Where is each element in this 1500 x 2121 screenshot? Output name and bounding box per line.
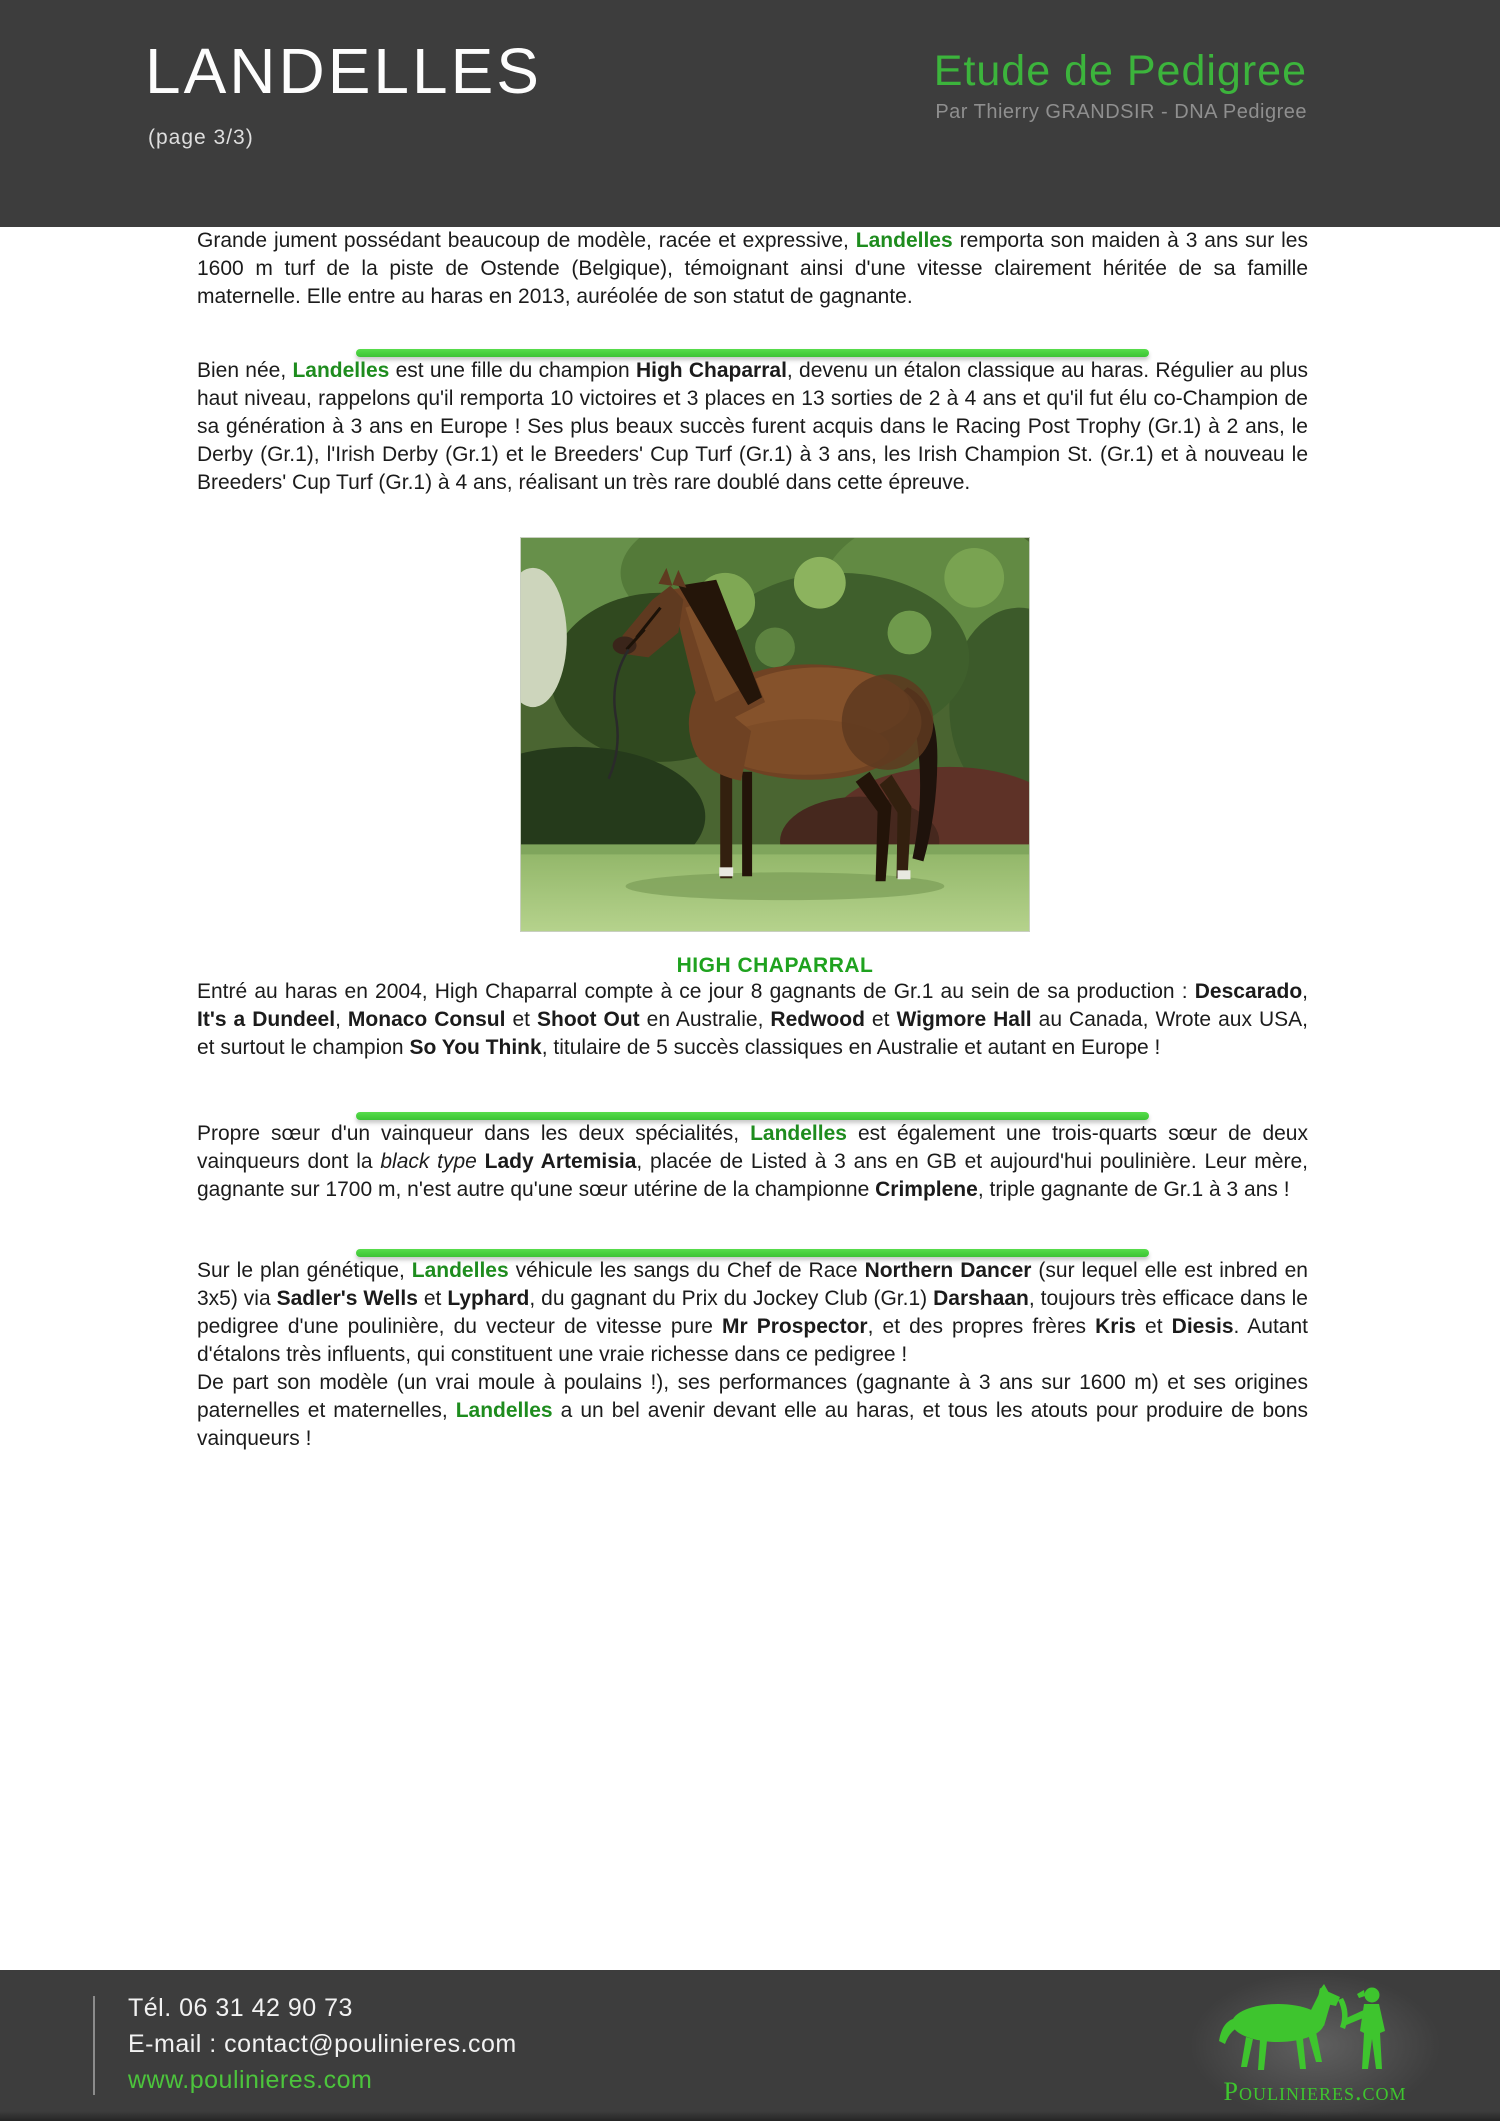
text-run: . Autant d'étalons très influents, qui constituent une vraie richesse dans ce pedigree ! [197, 1315, 1309, 1366]
text-run-bold: Shoot Out [536, 1008, 640, 1031]
paragraph-conclusion [197, 1369, 1308, 1453]
text-run: , toujours très efficace dans le pedigree d'une poulinière, du vecteur de vitesse pure [197, 1287, 1308, 1338]
text-run-bold: Crimplene [875, 1178, 978, 1201]
brand-block [934, 48, 1307, 124]
page-header [0, 0, 1500, 227]
text-run: et [864, 1008, 897, 1031]
text-run: , du gagnant du Prix du Jockey Club (Gr.1) [529, 1287, 934, 1310]
text-run: , triple gagnante de Gr.1 à 3 ans ! [977, 1178, 1290, 1201]
horse-and-handler-icon [1200, 1982, 1430, 2077]
brand-subtitle: Par Thierry GRANDSIR - DNA Pedigree [935, 101, 1307, 124]
brand-title: Etude de Pedigree [933, 47, 1307, 95]
email-address: E-mail : contact@poulinieres.com [128, 2030, 517, 2058]
text-run: Entré au haras en 2004, High Chaparral compte à ce jour 8 gagnants de Gr.1 au sein de sa production : [197, 980, 1195, 1003]
text-run [477, 1150, 485, 1173]
text-run: Sur le plan génétique, [197, 1259, 412, 1282]
text-run: , et des propres frères [867, 1315, 1096, 1338]
text-run: (sur lequel elle est inbred en 3x5) via [197, 1259, 1308, 1310]
photo-caption: HIGH CHAPARRAL [676, 954, 874, 977]
text-run-green: Landelles [855, 229, 953, 252]
text-run-bold: So You Think [409, 1036, 542, 1059]
text-run-bold: It's a Dundeel [197, 1008, 336, 1031]
text-run-green: Landelles [455, 1399, 553, 1422]
text-run-bold: Sadler's Wells [276, 1287, 418, 1310]
text-run: et [505, 1008, 537, 1031]
green-divider [356, 349, 1149, 357]
text-run-green: Landelles [292, 359, 390, 382]
text-run: , [1302, 980, 1308, 1003]
green-divider [356, 1112, 1149, 1120]
text-run-bold: Diesis [1171, 1315, 1234, 1338]
text-run: , devenu un étalon classique au haras. Régulier au plus haut niveau, rappelons qu'il remporta 10 victoires et 3 places en 13 sorties de 2 à 4 ans et qu'il fut élu co-Champion de sa génération à 3 ans en Europe ! Ses plus beaux succès furent acquis dans le Racing Post Trophy (Gr.1) à 2 ans, le Derby (Gr.1), l'Irish Derby (Gr.1) et le Breeders' Cup Turf (Gr.1) à 3 ans, les Irish Champion St. (Gr.1) et à nouveau le Breeders' Cup Turf (Gr.1) à 4 ans, réalisant un très rare doublé dans cette épreuve. [197, 359, 1309, 494]
text-run-bold: Kris [1095, 1315, 1136, 1338]
text-run: Grande jument possédant beaucoup de modèle, racée et expressive, [197, 229, 856, 252]
text-run: en Australie, [639, 1008, 771, 1031]
paragraph-sire [197, 357, 1308, 497]
text-run-bold: Darshaan [933, 1287, 1029, 1310]
article-body [197, 227, 1308, 1453]
text-run: véhicule les sangs du Chef de Race [508, 1259, 865, 1282]
text-run: , [335, 1008, 348, 1031]
text-run: , placée de Listed à 3 ans en GB et aujourd'hui poulinière. Leur mère, gagnante sur 1700 m, n'est autre qu'une sœur utérine de la championne [197, 1150, 1308, 1201]
text-run-bold: Descarado [1194, 980, 1303, 1003]
text-run: Propre sœur d'un vainqueur dans les deux spécialités, [197, 1122, 751, 1145]
text-run-bold: Northern Dancer [864, 1259, 1032, 1282]
page-footer [0, 1970, 1500, 2121]
page-number-label: (page 3/3) [148, 126, 254, 149]
text-run: est une fille du champion [389, 359, 636, 382]
text-run-bold: Redwood [770, 1008, 865, 1031]
text-run-green: Landelles [411, 1259, 509, 1282]
text-run-bold: Monaco Consul [347, 1008, 506, 1031]
text-run: est également une trois-quarts sœur de deux vainqueurs dont la [197, 1122, 1308, 1173]
text-run: Bien née, [197, 359, 293, 382]
paragraph-dam-line [197, 1120, 1308, 1204]
text-run: au Canada, Wrote aux USA, et surtout le champion [197, 1008, 1308, 1059]
text-run: remporta son maiden à 3 ans sur les 1600 m turf de la piste de Ostende (Belgique), témoignant ainsi d'une vitesse clairement héritée de sa famille maternelle. Elle entre au haras en 2013, auréolée de son statut de gagnante. [197, 229, 1308, 308]
text-run: et [1135, 1315, 1172, 1338]
poulinieres-logo [1190, 1972, 1440, 2119]
contact-block [128, 1990, 517, 2098]
paragraph-progeny [197, 978, 1308, 1062]
text-run-bold: Lady Artemisia [484, 1150, 637, 1173]
paragraph-intro [197, 227, 1308, 311]
text-run-green: Landelles [750, 1122, 847, 1145]
horse-figure [197, 537, 1308, 978]
paragraph-genetics [197, 1257, 1308, 1369]
text-run-bold: Lyphard [447, 1287, 530, 1310]
text-run: , titulaire de 5 succès classiques en Australie et autant en Europe ! [541, 1036, 1161, 1059]
text-run-italic: black type [380, 1150, 477, 1173]
text-run: De part son modèle (un vrai moule à poulains !), ses performances (gagnante à 3 ans sur 1600 m) et ses origines paternelles et maternelles, [197, 1371, 1308, 1422]
phone-number: Tél. 06 31 42 90 73 [128, 1994, 353, 2022]
contact-divider [93, 1996, 95, 2095]
logo-wordmark: Poulinieres.com [1223, 2077, 1407, 2106]
text-run-bold: Wigmore Hall [896, 1008, 1032, 1031]
text-run-bold: High Chaparral [635, 359, 787, 382]
text-run: et [417, 1287, 448, 1310]
page-title: LANDELLES [145, 35, 542, 107]
text-run-bold: Mr Prospector [721, 1315, 868, 1338]
green-divider [356, 1249, 1149, 1257]
high-chaparral-photo [520, 537, 1030, 932]
website-link[interactable]: www.poulinieres.com [128, 2066, 373, 2094]
text-run: a un bel avenir devant elle au haras, et tous les atouts pour produire de bons vainqueurs ! [197, 1399, 1308, 1450]
